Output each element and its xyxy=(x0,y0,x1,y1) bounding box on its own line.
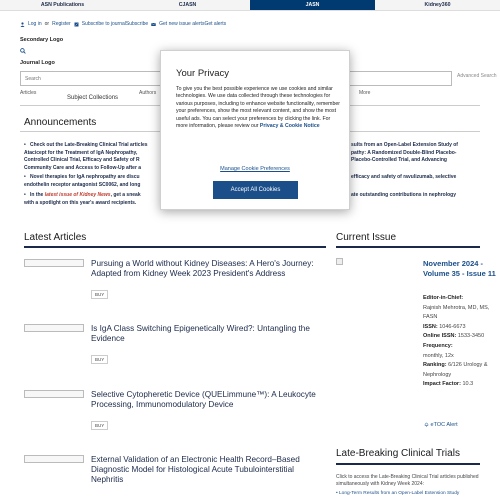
accept-all-cookies-button[interactable]: Accept All Cookies xyxy=(213,181,298,199)
tab-asn-publications[interactable]: ASN Publications xyxy=(40,2,85,8)
article-thumbnail[interactable] xyxy=(24,390,84,398)
user-icon xyxy=(20,22,25,27)
nav-subject-collections[interactable]: Subject Collections xyxy=(67,95,119,101)
bell-icon xyxy=(424,422,429,427)
issue-title-link[interactable]: November 2024 - Volume 35 - Issue 11 xyxy=(423,259,496,278)
advanced-search-label: Advanced Search xyxy=(457,73,497,79)
privacy-dialog xyxy=(160,50,350,210)
advanced-search-link[interactable] xyxy=(457,73,496,80)
buy-button[interactable]: BUY xyxy=(91,290,108,299)
article-thumbnail[interactable] xyxy=(24,455,84,463)
privacy-dialog-title: Your Privacy xyxy=(176,68,229,79)
article-thumbnail[interactable] xyxy=(24,259,84,267)
article-title[interactable]: Selective Cytopheretic Device (QUELimmune™): A Leukocyte Processing, Immunomodulatory Device xyxy=(91,390,316,409)
latest-articles-title: Latest Articles xyxy=(24,232,87,243)
article-title[interactable]: External Validation of an Electronic Health Record–Based Diagnostic Model for Histological Acute Tubulointerstitial Nephritis xyxy=(91,455,300,484)
tab-cjasn[interactable]: CJASN xyxy=(178,2,197,8)
article-title[interactable]: Pursuing a World without Kidney Diseases: A Hero's Journey: Adapted from Kidney Week 2023 President's Address xyxy=(91,259,314,278)
nav-authors[interactable]: Authors xyxy=(139,90,157,96)
announcement-1[interactable]: • Check out the Late-Breaking Clinical Trial articles Atacicept for the Treatment of IgA Nephropathy, Controlled Clinical Trial, Efficacy and Safety of R Community Care and Access to Follow-Up after a xyxy=(24,142,148,171)
secondary-logo[interactable]: Secondary Logo xyxy=(20,37,64,43)
nav-articles[interactable]: Articles xyxy=(20,90,37,96)
login-link[interactable]: Log in xyxy=(28,21,42,27)
privacy-notice-link[interactable]: Privacy & Cookie Notice xyxy=(259,123,320,130)
latest-articles-rule xyxy=(24,246,326,248)
article-title[interactable]: Is IgA Class Switching Epigenetically Wired?: Untangling the Evidence xyxy=(91,324,310,343)
or-text: or xyxy=(44,21,50,27)
buy-button[interactable]: BUY xyxy=(91,421,108,430)
kidney-news-link[interactable]: latest issue of Kidney News xyxy=(44,192,111,198)
nav-more[interactable]: More xyxy=(359,90,371,96)
register-link[interactable]: Register xyxy=(52,21,71,27)
lbct-description: Click to access the Late-Breaking Clinical Trial articles published simultaneously with Kidney Week 2024: xyxy=(336,474,479,487)
announcement-3-right[interactable]: ate outstanding contributions in nephrology xyxy=(351,192,456,198)
buy-button[interactable]: BUY xyxy=(91,355,108,364)
announcements-title: Announcements xyxy=(24,117,97,128)
current-issue-title: Current Issue xyxy=(336,232,397,243)
privacy-dialog-body: To give you the best possible experience we use cookies and similar technologies. We use data collected through these technologies for various purposes, including to enhance website functionality, remember your preferences, show the most relevant content, and show the most useful ads. You can select your preferences by clicking the link. For more information, please review our Privacy & Cookie Notice xyxy=(176,86,340,130)
journal-logo[interactable]: Journal Logo xyxy=(20,60,55,66)
tab-kidney360[interactable]: Kidney360 xyxy=(424,2,451,8)
alerts-link[interactable]: Get new issue alertsGet alerts xyxy=(159,21,227,27)
utility-links xyxy=(20,21,226,27)
etoc-label: eTOC Alert xyxy=(430,422,458,428)
issue-cover-image[interactable] xyxy=(336,258,343,265)
subscribe-link[interactable]: Subscribe to journalSubscribe xyxy=(81,21,149,27)
search-icon[interactable] xyxy=(20,48,26,54)
envelope-icon xyxy=(151,22,156,27)
pencil-icon xyxy=(74,22,79,27)
announcement-3[interactable]: • In the latest issue of Kidney News, get a sneak with a spotlight on this year's award recipients. xyxy=(24,192,141,206)
issue-details: Editor-in-Chief: Rajnish Mehrotra, MD, MS, FASN ISSN: 1046-6673 Online ISSN: 1533-3450 Frequency: monthly, 12x Ranking: 6/126 Urology & Nephrology Impact Factor: 10.3 xyxy=(423,295,490,388)
current-issue-rule xyxy=(336,246,480,248)
lbct-title: Late-Breaking Clinical Trials xyxy=(336,448,460,459)
manage-cookie-preferences-link[interactable]: Manage Cookie Preferences xyxy=(220,166,290,172)
tab-jasn[interactable]: JASN xyxy=(250,0,375,10)
announcement-1-right[interactable]: sults from an Open-Label Extension Study of pathy: A Randomized Double-Blind Placebo- Placebo-Controlled Trial, and Advancing xyxy=(351,142,458,163)
announcement-2[interactable]: • Novel therapies for IgA nephropathy are discu endothelin receptor antagonist SC0062, and long xyxy=(24,174,141,188)
lbct-item[interactable]: • Long-Term Results from an Open-Label Extension Study xyxy=(336,491,460,496)
announcement-2-right[interactable]: efficacy and safety of ravulizumab, selective xyxy=(351,174,457,180)
etoc-alert-link[interactable] xyxy=(424,422,458,428)
lbct-rule xyxy=(336,463,480,465)
article-thumbnail[interactable] xyxy=(24,324,84,332)
publication-tabs xyxy=(0,0,500,11)
